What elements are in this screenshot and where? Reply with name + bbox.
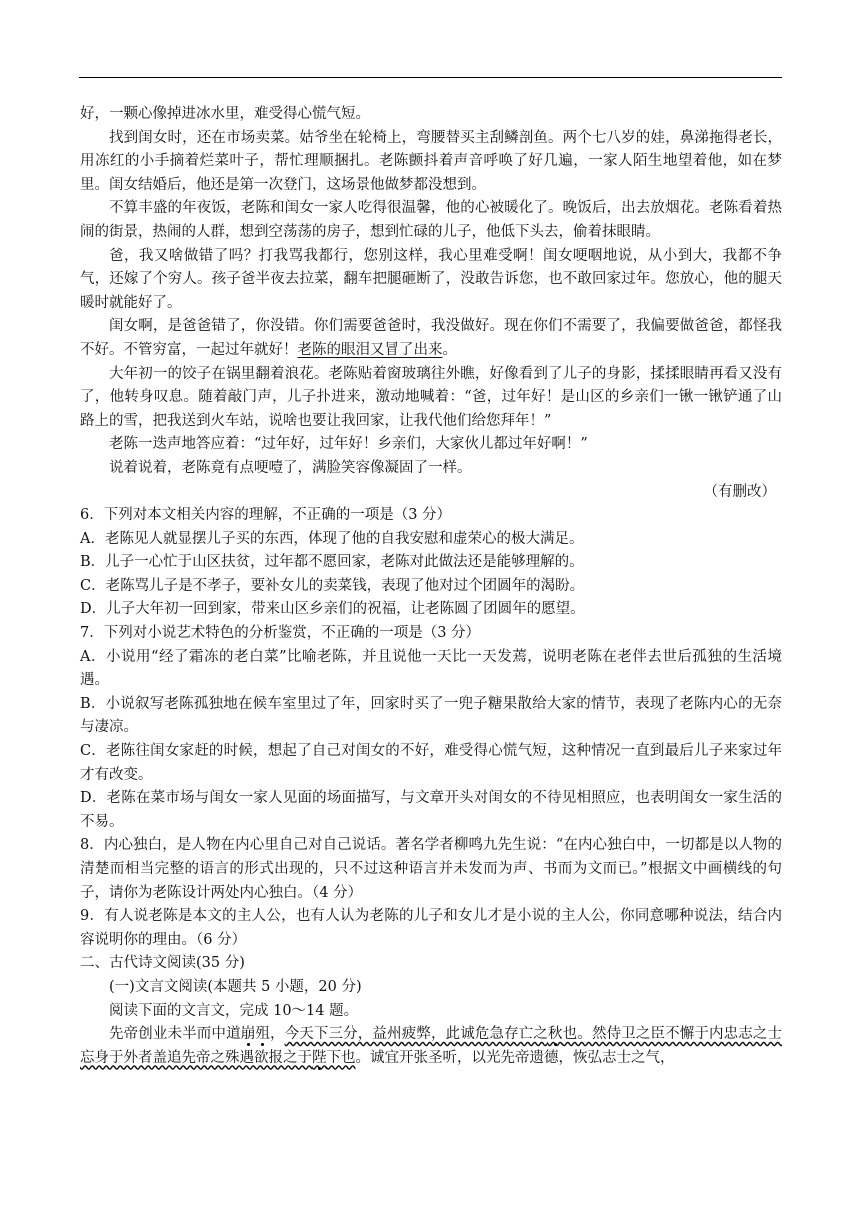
question-7-stem: 7．下列对小说艺术特色的分析鉴赏，不正确的一项是（3 分） <box>80 625 481 642</box>
underlined-sentence: 老陈的眼泪又冒了出来 <box>297 341 443 358</box>
story-paragraph: 爸，我又啥做错了吗？打我骂我都行，您别这样，我心里难受啊！闺女哽咽地说，从小到大，我都不争气，还嫁了个穷人。孩子爸半夜去拉菜，翻车把腿砸断了，没敢告诉您，也不敢回家过年。您放心，他的腿天暖时就能好了。 <box>80 247 782 311</box>
option-d: D．儿子大年初一回到家，带来山区乡亲们的祝福，让老陈圆了团圆年的愿望。 <box>80 601 585 618</box>
subsection-title: (一)文言文阅读(本题共 5 小题，20 分) <box>109 978 362 995</box>
dotted-char: 殂 <box>255 1026 270 1043</box>
header-rule <box>79 77 782 78</box>
text-run: ， <box>269 1026 285 1043</box>
section-title: 二、古代诗文阅读(35 分) <box>80 955 245 972</box>
story-paragraph: 找到闺女时，还在市场卖菜。姑爷坐在轮椅上，弯腰替买主刮鳞剖鱼。两个七八岁的娃，鼻涕拖得老长，用冻红的小手摘着烂菜叶子，帮忙理顺捆扎。老陈颤抖着声音呼唤了好几遍，一家人陌生地望着他，如在梦里。闺女结婚后，他还是第一次登门，这场景他做梦都没想到。 <box>80 129 782 193</box>
dotted-char: 陛 <box>312 1049 327 1066</box>
story-paragraph: 老陈一迭声地答应着：“过年好，过年好！乡亲们，大家伙儿都过年好啊！” <box>109 436 588 453</box>
story-paragraph <box>80 315 782 362</box>
story-paragraph: 好，一颗心像掉进冰水里，难受得心慌气短。 <box>80 106 370 122</box>
text-run: 。 <box>442 341 457 358</box>
exam-page <box>80 103 782 1070</box>
text-run: 闺女啊，是爸爸错了，你没错。你们需要爸爸时，我没做好。现在你们不需要了，我偏要做爸爸，都怪我不好。不管穷富，一起过年就好！ <box>80 318 782 358</box>
option-c: C．老陈往闺女家赶的时候，想起了自己对闺女的不好，难受得心慌气短，这种情况一直到最后儿子来家过年才有改变。 <box>80 743 782 783</box>
question-9: 9．有人说老陈是本文的主人公，也有人认为老陈的儿子和女儿才是小说的主人公，你同意哪种说法，结合内容说明你的理由。（6 分） <box>80 908 782 948</box>
instruction: 阅读下面的文言文，完成 10～14 题。 <box>109 1002 359 1019</box>
story-paragraph: 大年初一的饺子在锅里翻着浪花。老陈贴着窗玻璃往外瞧，好像看到了儿子的身影，揉揉眼睛再看又没有了，他转身叹息。随着敲门声，儿子扑进来，激动地喊着：“爸，过年好！是山区的乡亲们一锹一锹铲通了山路上的雪，把我送到火车站，说啥也要让我回家，让我代他们给您拜年！” <box>80 365 782 429</box>
text-run: 下也 <box>326 1049 356 1066</box>
text-run: 也。然侍卫之臣不懈于内忠志之士忘身于外者盖追先帝之殊遇欲报之于 <box>80 1026 783 1066</box>
text-run: 说着说着，老陈竟有点哽噎了， <box>109 459 312 476</box>
question-6-stem: 6．下列对本文相关内容的理解，不正确的一项是（3 分） <box>80 507 452 524</box>
story-paragraph <box>80 457 782 481</box>
underlined-sentence: 满脸笑容像凝固了一样 <box>312 459 457 476</box>
option-a: A．小说用“经了霜冻的老白菜”比喻老陈，并且说他一天比一天发蔫，说明老陈在老伴去世后孤独的生活境遇。 <box>80 648 782 689</box>
question-8: 8．内心独白，是人物在内心里自己对自己说话。著名学者柳鸣九先生说：“在内心独白中，一切都是以人物的清楚而相当完整的语言的形式出现的，只不过这种语言并未发而为声、书而为文而已。”根据文中画横线的句子，请你为老陈设计两处内心独白。（4 分） <box>80 837 782 901</box>
story-paragraph: 不算丰盛的年夜饭，老陈和闺女一家人吃得很温馨，他的心被暖化了。晚饭后，出去放烟花。老陈看着热闹的街景，热闹的人群，想到空荡荡的房子，想到忙碌的儿子，他低下头去，偷着抹眼睛。 <box>80 200 782 240</box>
text-run: 先帝创业未半而中道 <box>109 1026 241 1043</box>
text-run: 。 <box>457 459 472 476</box>
text-run: 今天下三分，益州疲弊，此诚危急存亡之 <box>284 1026 549 1043</box>
option-b: B．小说叙写老陈孤独地在候车室里过了年，回家时买了一兜子糖果散给大家的情节，表现了老陈内心的无奈与凄凉。 <box>80 695 782 736</box>
text-run: 。诚宜开张圣听，以光先帝遗德，恢弘志士之气， <box>355 1049 675 1066</box>
option-b: B．儿子一心忙于山区扶贫，过年都不愿回家，老陈对此做法还是能够理解的。 <box>80 554 584 571</box>
option-a: A．老陈见人就显摆儿子买的东西，体现了他的自我安慰和虚荣心的极大满足。 <box>80 530 584 547</box>
option-d: D．老陈在菜市场与闺女一家人见面的场面描写，与文章开头对闺女的不待见相照应，也表明闺女一家生活的不易。 <box>80 790 782 830</box>
option-c: C．老陈骂儿子是不孝子，要补女儿的卖菜钱，表现了他对过个团圆年的渴盼。 <box>80 577 585 594</box>
dotted-char: 秋 <box>548 1026 563 1043</box>
classical-passage <box>80 1023 782 1070</box>
dotted-char: 崩 <box>240 1026 256 1043</box>
source-note: （有删改） <box>703 483 776 500</box>
